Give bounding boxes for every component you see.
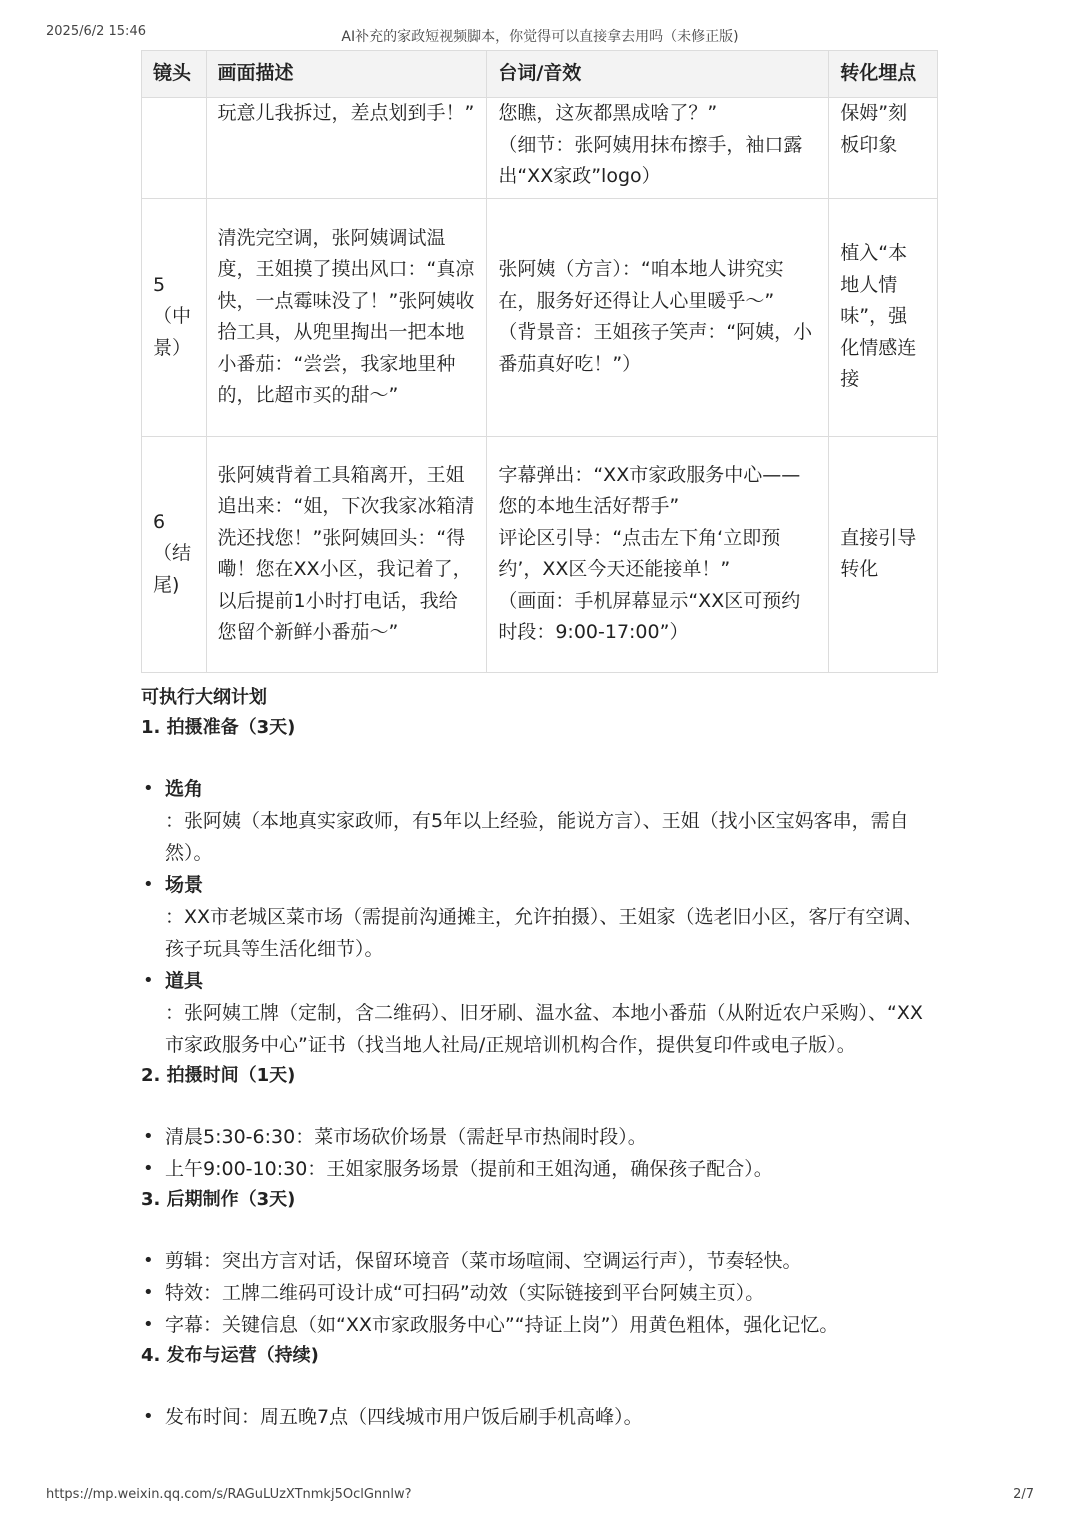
list-item: • 选角 ：张阿姨（本地真实家政师，有5年以上经验，能说方言）、王姐（找小区宝妈客串，需自然）。 (141, 773, 938, 869)
item-label: 场景 (165, 873, 204, 896)
source-url: https://mp.weixin.qq.com/s/RAGuLUzXTnmkj5OclGnnlw? (46, 1487, 412, 1502)
item-label: 道具 (165, 969, 204, 992)
list-item: • 字幕：关键信息（如“XX市家政服务中心”“持证上岗”）用黄色粗体，强化记忆。 (143, 1313, 839, 1336)
header-shot: 镜头 (142, 51, 207, 98)
section-title: 2. 拍摄时间（1天) (141, 1064, 296, 1086)
item-desc: 上午9:00-10:30：王姐家服务场景（提前和王姐沟通，确保孩子配合）。 (165, 1157, 773, 1180)
list-item: • 特效：工牌二维码可设计成“可扫码”动效（实际链接到平台阿姨主页）。 (143, 1281, 765, 1304)
item-label: 选角 (165, 777, 204, 800)
header-scene: 画面描述 (206, 51, 487, 98)
cell-dialogue (487, 198, 829, 436)
page-content (141, 50, 938, 1433)
item-desc: 清晨5:30-6:30：菜市场砍价场景（需赶早市热闹时段）。 (165, 1125, 647, 1148)
cell-dialogue (487, 98, 829, 199)
section-title: 1. 拍摄准备（3天) (141, 716, 296, 738)
cell-scene: 张阿姨背着工具箱离开，王姐追出来：“姐，下次我家冰箱清洗还找您！”张阿姨回头：“得嘞！您在XX小区，我记着了，以后提前1小时打电话，我给您留个新鲜小番茄～” (206, 436, 487, 672)
table-row (142, 98, 938, 199)
table-row (142, 436, 938, 672)
cell-shot: 5（中景） (142, 198, 207, 436)
list-item: • 上午9:00-10:30：王姐家服务场景（提前和王姐沟通，确保孩子配合）。 (143, 1157, 773, 1180)
item-desc: 剪辑：突出方言对话，保留环境音（菜市场喧闹、空调运行声），节奏轻快。 (165, 1249, 802, 1272)
script-table (141, 50, 938, 673)
dialogue-text: 张阿姨（方言）：“咱本地人讲究实在，服务好还得让人心里暖乎～” （背景音：王姐孩子笑声：“阿姨，小番茄真好吃！”） (498, 258, 813, 375)
section-title: 4. 发布与运营（持续) (141, 1344, 319, 1366)
header-dialogue: 台词/音效 (487, 51, 829, 98)
section-title: 3. 后期制作（3天) (141, 1188, 296, 1210)
cell-dialogue (487, 436, 829, 672)
item-desc: ：XX市老城区菜市场（需提前沟通摊主，允许拍摄）、王姐家（选老旧小区，客厅有空调、孩子玩具等生活化细节）。 (165, 905, 923, 960)
print-header (46, 24, 1034, 44)
cell-scene: 玩意儿我拆过，差点划到手！” (206, 98, 487, 199)
page-number: 2/7 (1013, 1487, 1034, 1502)
section-list (141, 773, 938, 1061)
list-item: • 剪辑：突出方言对话，保留环境音（菜市场喧闹、空调运行声），节奏轻快。 (143, 1249, 802, 1272)
dialogue-text: 您瞧，这灰都黑成啥了？” （细节：张阿姨用抹布擦手，袖口露出“XX家政”logo） (498, 102, 803, 187)
document-title: AI补充的家政短视频脚本，你觉得可以直接拿去用吗（未修正版) (341, 29, 739, 45)
outline-plan (141, 683, 938, 1433)
cell-conversion: 植入“本地人情味”，强化情感连接 (829, 198, 938, 436)
section-list (141, 1121, 938, 1185)
header-conversion: 转化埋点 (829, 51, 938, 98)
print-footer (46, 1487, 1034, 1505)
dialogue-text: 字幕弹出：“XX市家政服务中心——您的本地生活好帮手” 评论区引导：“点击左下角‘立即预约’，XX区今天还能接单！” （画面：手机屏幕显示“XX区可预约时段：9:00-17:00”） (498, 463, 801, 643)
section-list (141, 1401, 938, 1433)
list-item: • 清晨5:30-6:30：菜市场砍价场景（需赶早市热闹时段）。 (143, 1125, 647, 1148)
table-header-row (142, 51, 938, 98)
item-desc: 字幕：关键信息（如“XX市家政服务中心”“持证上岗”）用黄色粗体，强化记忆。 (165, 1313, 839, 1336)
cell-conversion: 直接引导转化 (829, 436, 938, 672)
cell-scene: 清洗完空调，张阿姨调试温度，王姐摸了摸出风口：“真凉快，一点霉味没了！”张阿姨收拾工具，从兜里掏出一把本地小番茄：“尝尝，我家地里种的，比超市买的甜～” (206, 198, 487, 436)
cell-shot: 6（结尾) (142, 436, 207, 672)
item-desc: 特效：工牌二维码可设计成“可扫码”动效（实际链接到平台阿姨主页）。 (165, 1281, 765, 1304)
list-item: • 发布时间：周五晚7点（四线城市用户饭后刷手机高峰）。 (143, 1405, 643, 1428)
print-datetime: 2025/6/2 15:46 (46, 24, 146, 39)
item-desc: ：张阿姨（本地真实家政师，有5年以上经验，能说方言）、王姐（找小区宝妈客串，需自然）。 (165, 809, 909, 864)
cell-shot (142, 98, 207, 199)
item-desc: 发布时间：周五晚7点（四线城市用户饭后刷手机高峰）。 (165, 1405, 643, 1428)
section-list (141, 1245, 938, 1341)
cell-conversion: 保姆”刻板印象 (829, 98, 938, 199)
outline-heading: 可执行大纲计划 (141, 686, 267, 708)
list-item: • 道具 ：张阿姨工牌（定制，含二维码）、旧牙刷、温水盆、本地小番茄（从附近农户采购）、“XX市家政服务中心”证书（找当地人社局/正规培训机构合作，提供复印件或电子版）。 (141, 965, 938, 1061)
item-desc: ：张阿姨工牌（定制，含二维码）、旧牙刷、温水盆、本地小番茄（从附近农户采购）、“XX市家政服务中心”证书（找当地人社局/正规培训机构合作，提供复印件或电子版）。 (165, 1001, 923, 1056)
list-item: • 场景 ：XX市老城区菜市场（需提前沟通摊主，允许拍摄）、王姐家（选老旧小区，客厅有空调、孩子玩具等生活化细节）。 (141, 869, 938, 965)
table-row (142, 198, 938, 436)
